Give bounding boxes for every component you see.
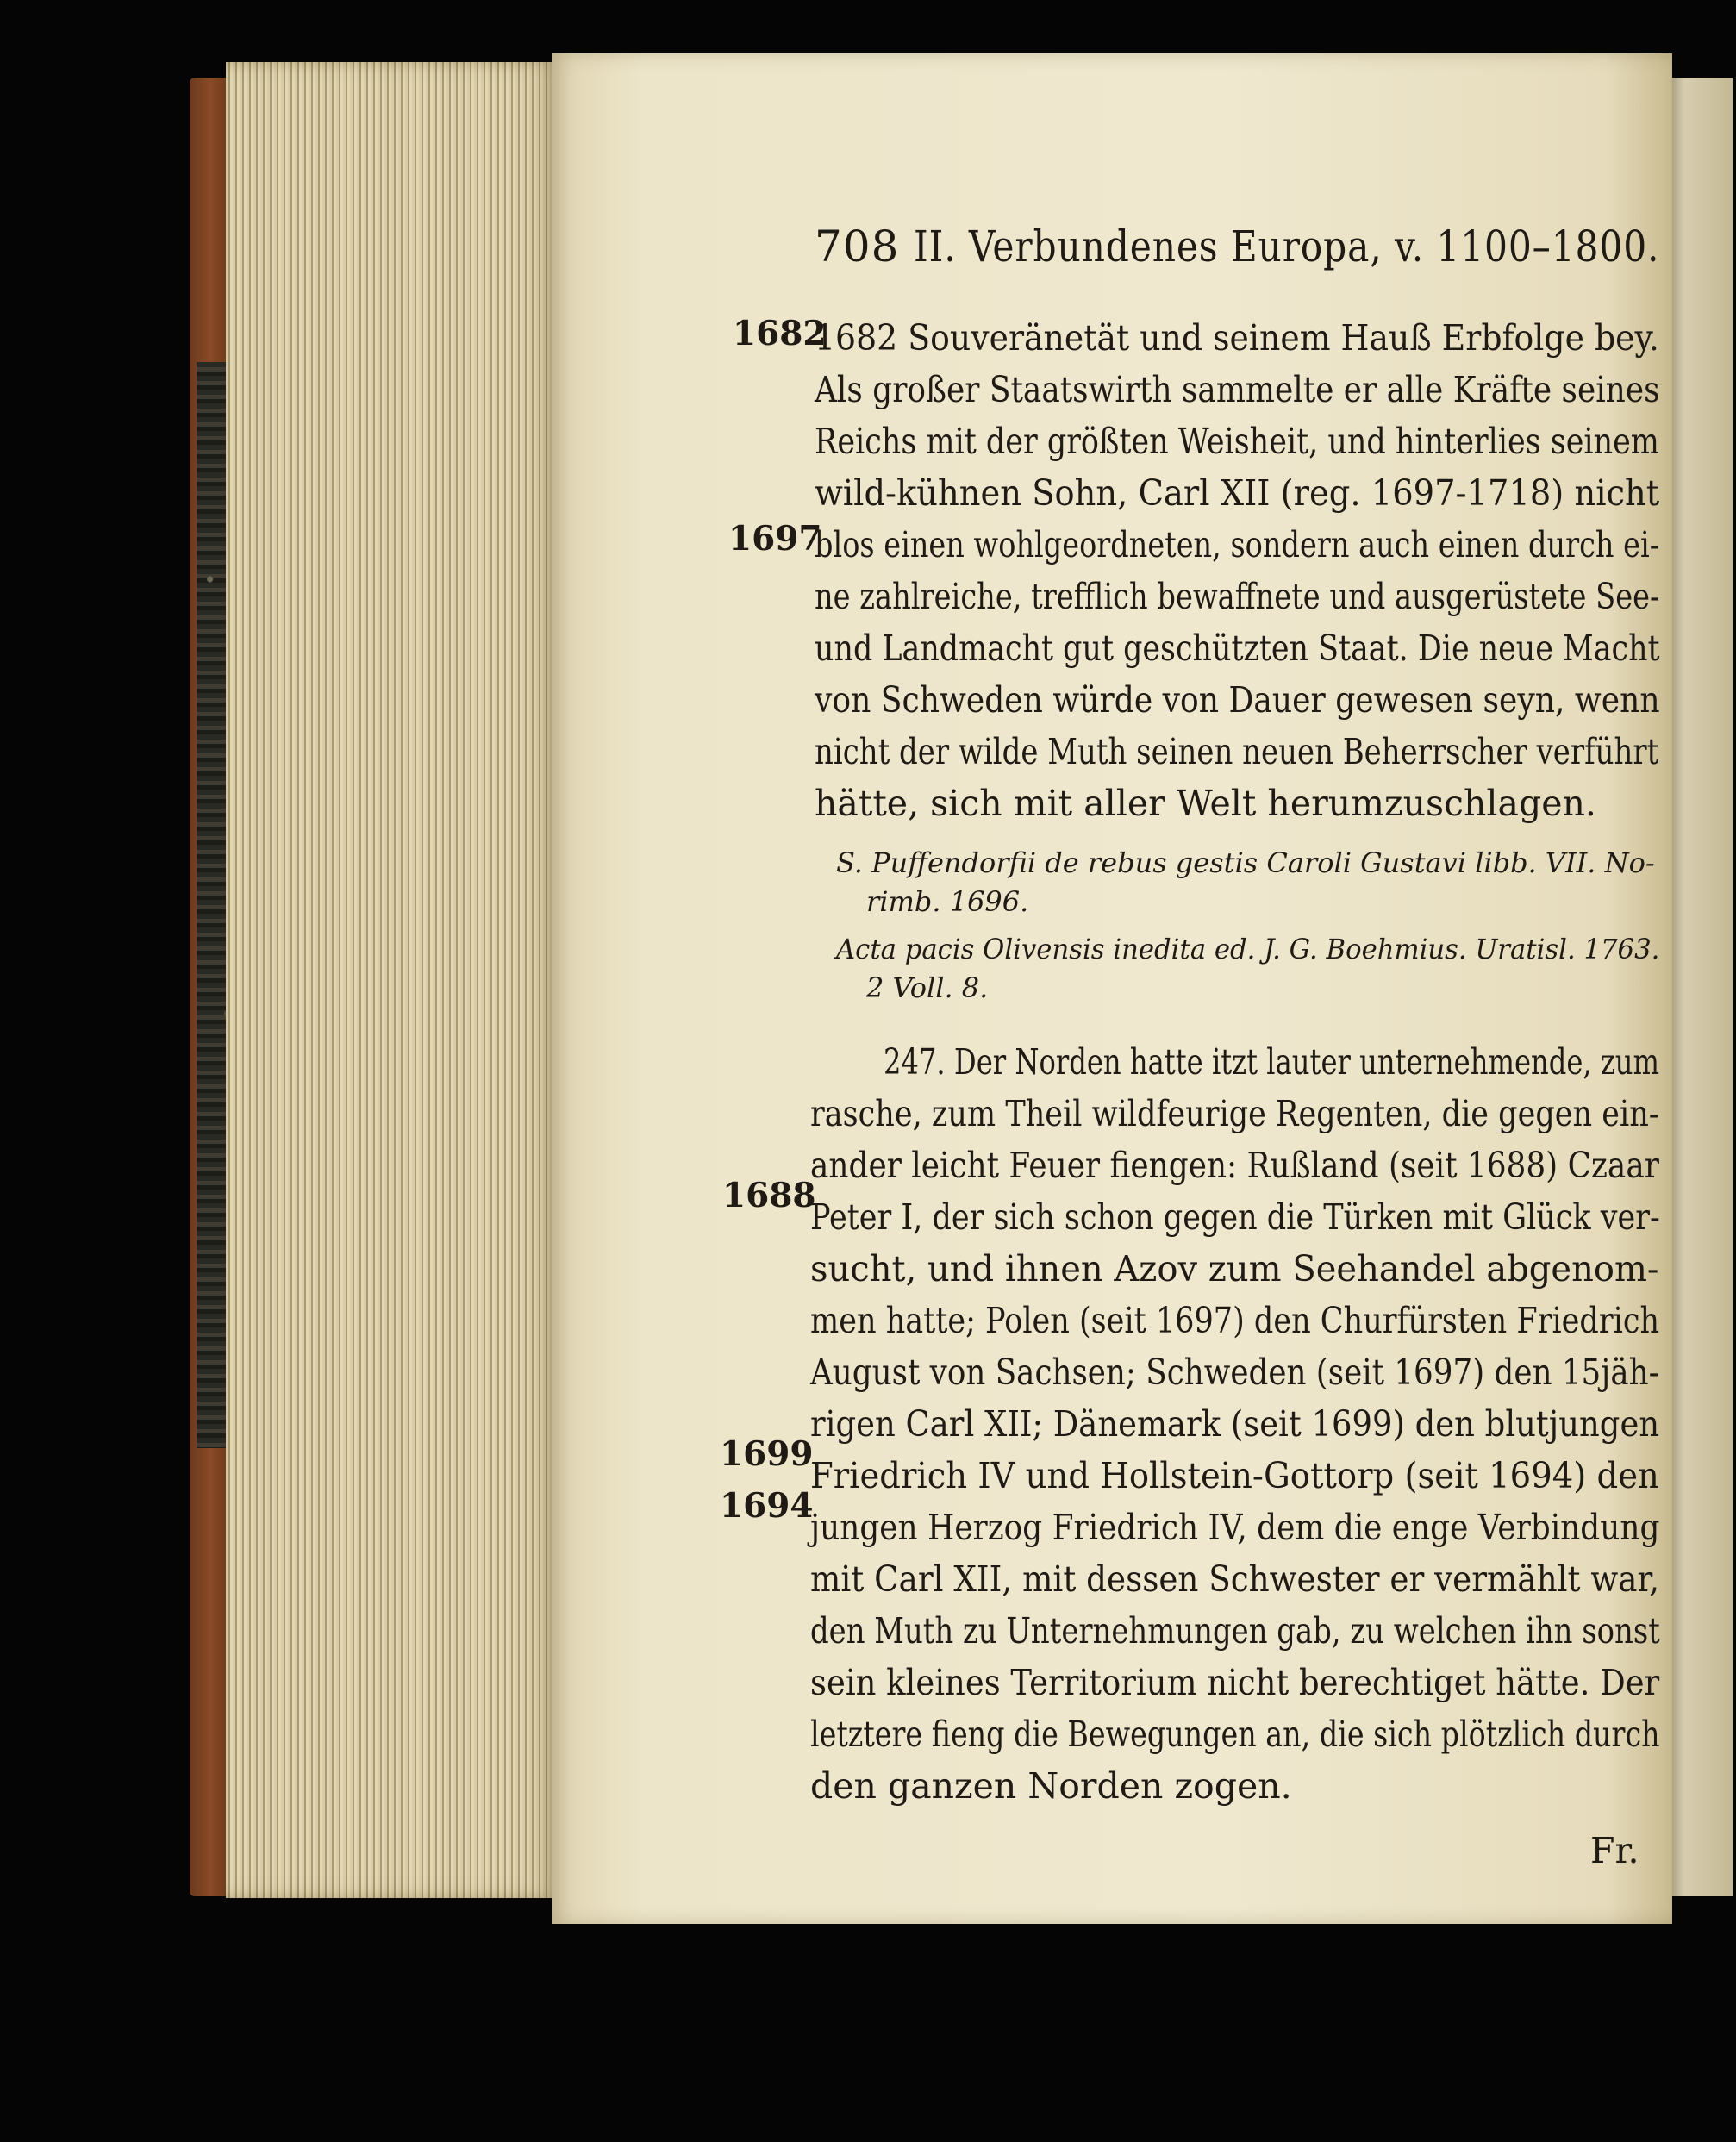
page-edges (226, 62, 558, 1898)
text-line: hätte, sich mit aller Welt herumzuschlagen. (815, 783, 1596, 824)
text-line: ne zahlreiche, trefflich bewaffnete und ausgerüstete See- (815, 576, 1660, 617)
margin-year: 1699 (720, 1434, 814, 1474)
text-line: Als großer Staatswirth sammelte er alle Kräfte seines (815, 369, 1660, 410)
running-title: II. Verbundenes Europa, v. 1100–1800. (914, 222, 1660, 272)
text-line: nicht der wilde Muth seinen neuen Beherrscher verführt (815, 731, 1659, 772)
margin-year: 1694 (720, 1486, 814, 1526)
text-line: rigen Carl XII; Dänemark (seit 1699) den blutjungen (810, 1403, 1660, 1445)
margin-year: 1682 (733, 314, 827, 353)
note-line: S. Puffendorfii de rebus gestis Caroli Gustavi libb. VII. No- (836, 846, 1655, 879)
text-line: blos einen wohlgeordneten, sondern auch einen durch ei- (815, 524, 1660, 565)
text-line: sein kleines Territorium nicht berechtiget hätte. Der (810, 1662, 1660, 1703)
catchword: Fr. (1590, 1830, 1639, 1871)
text-line: rasche, zum Theil wildfeurige Regenten, die gegen ein- (810, 1093, 1659, 1134)
text-line: ander leicht Feuer fiengen: Rußland (seit 1688) Czaar (810, 1145, 1659, 1186)
text-line: Friedrich IV und Hollstein-Gottorp (seit 1694) den (810, 1455, 1659, 1496)
text-line: Reichs mit der größten Weisheit, und hinterlies seinem (815, 421, 1659, 462)
note-line: Acta pacis Olivensis inedita ed. J. G. Boehmius. Uratisl. 1763. (836, 933, 1660, 965)
note-line: 2 Voll. 8. (866, 971, 989, 1004)
note-line: rimb. 1696. (866, 885, 1029, 918)
text-line: und Landmacht gut geschützten Staat. Die neue Macht (815, 628, 1660, 669)
text-line: den ganzen Norden zogen. (810, 1765, 1292, 1807)
text-line: wild-kühnen Sohn, Carl XII (reg. 1697-1718) nicht (815, 472, 1660, 514)
text-line: sucht, und ihnen Azov zum Seehandel abgenom- (810, 1248, 1659, 1290)
facing-page-edge (1664, 78, 1733, 1896)
margin-year: 1697 (728, 519, 822, 559)
text-line: den Muth zu Unternehmungen gab, zu welchen ihn sonst (810, 1610, 1660, 1652)
text-line: mit Carl XII, mit dessen Schwester er vermählt war, (810, 1558, 1660, 1600)
page-number: 708 (815, 222, 900, 272)
text-line: men hatte; Polen (seit 1697) den Churfürsten Friedrich (810, 1300, 1660, 1341)
text-line: letztere fieng die Bewegungen an, die sich plötzlich durch (810, 1714, 1660, 1755)
text-line: jungen Herzog Friedrich IV, dem die enge Verbindung (810, 1507, 1660, 1548)
text-line: August von Sachsen; Schweden (seit 1697) den 15jäh- (810, 1352, 1659, 1393)
text-line: von Schweden würde von Dauer gewesen seyn, wenn (815, 679, 1660, 721)
text-line: 247. Der Norden hatte itzt lauter unternehmende, zum (884, 1041, 1660, 1083)
text-line: 1682 Souveränetät und seinem Hauß Erbfolge bey. (815, 317, 1659, 359)
book-page (552, 53, 1672, 1924)
text-line: Peter I, der sich schon gegen die Türken mit Glück ver- (810, 1196, 1660, 1238)
margin-year: 1688 (722, 1176, 816, 1215)
